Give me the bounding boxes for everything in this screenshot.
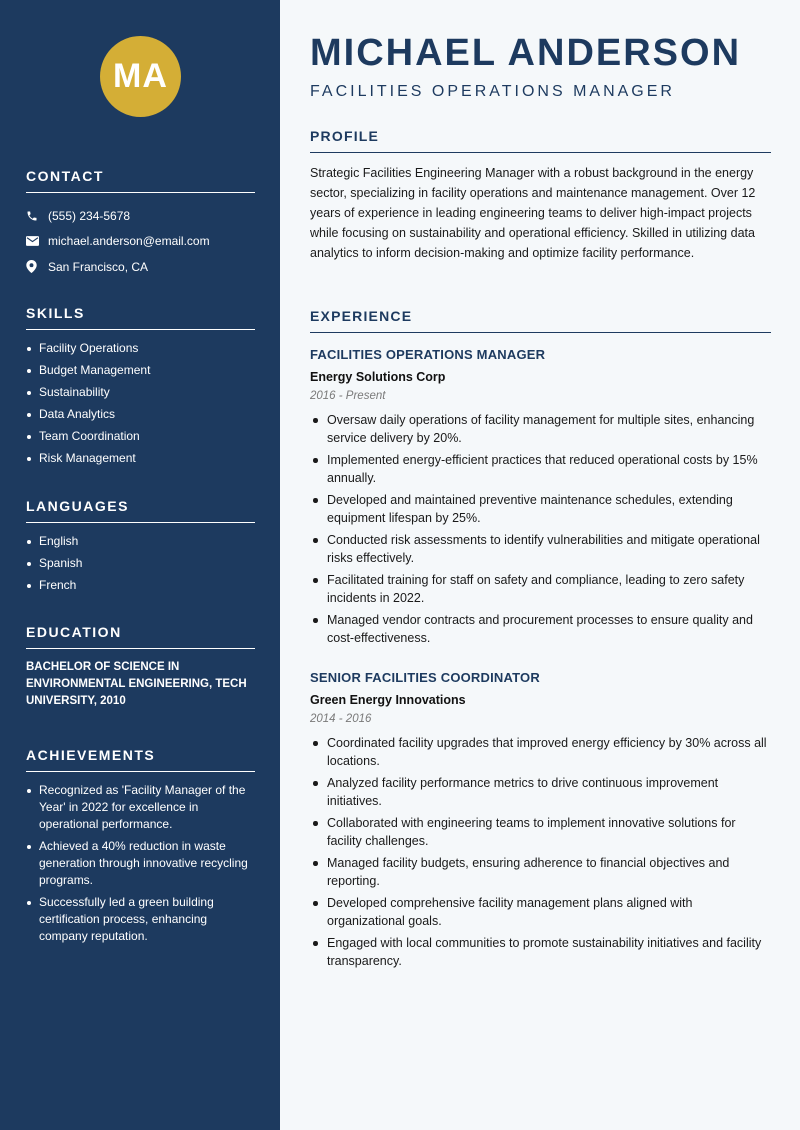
job-company: Energy Solutions Corp [310,370,446,384]
skills-section [26,305,255,472]
location-text: San Francisco, CA [48,259,149,274]
skills-list [26,340,255,467]
list-item: Engaged with local communities to promote sustainability initiatives and facility transparency. [310,934,771,970]
achievements-list [26,782,255,945]
job-bullets [310,734,771,970]
languages-list [26,533,255,594]
phone-text: (555) 234-5678 [48,208,131,223]
job-company: Green Energy Innovations [310,693,466,707]
profile-section [310,128,771,263]
list-item: Sustainability [26,384,255,401]
education-section [26,624,255,710]
achievements-section [26,747,255,950]
list-item: Spanish [26,555,255,572]
list-item: Recognized as 'Facility Manager of the Year' in 2022 for excellence in operational performance. [26,782,255,833]
list-item: Achieved a 40% reduction in waste generation through innovative recycling programs. [26,838,255,889]
job-title: FACILITIES OPERATIONS MANAGER [310,347,546,362]
list-item: Team Coordination [26,428,255,445]
location-pin-icon [26,260,48,273]
languages-heading: LANGUAGES [26,498,255,523]
job-title-header: FACILITIES OPERATIONS MANAGER [310,83,675,100]
job-dates: 2014 - 2016 [310,713,372,725]
list-item: French [26,577,255,594]
list-item: Developed and maintained preventive maintenance schedules, extending equipment lifespan by 25%. [310,491,771,527]
phone-icon [26,210,48,222]
sidebar [0,0,280,1130]
list-item: Analyzed facility performance metrics to drive continuous improvement initiatives. [310,774,771,810]
list-item: Managed vendor contracts and procurement processes to ensure quality and cost-effectiveness. [310,611,771,647]
profile-heading: PROFILE [310,128,771,153]
list-item: Implemented energy-efficient practices that reduced operational costs by 15% annually. [310,451,771,487]
list-item: Facilitated training for staff on safety and compliance, leading to zero safety incidents in 2022. [310,571,771,607]
list-item: Facility Operations [26,340,255,357]
avatar: MA [100,36,181,117]
list-item: Conducted risk assessments to identify vulnerabilities and mitigate operational risks effectively. [310,531,771,567]
contact-phone [26,203,255,229]
contact-heading: CONTACT [26,168,255,193]
contact-list [26,203,255,280]
email-icon [26,236,48,246]
list-item: Successfully led a green building certification process, enhancing company reputation. [26,894,255,945]
contact-email [26,229,255,255]
list-item: Coordinated facility upgrades that improved energy efficiency by 30% across all locations. [310,734,771,770]
experience-heading: EXPERIENCE [310,308,771,333]
job-title: SENIOR FACILITIES COORDINATOR [310,670,540,685]
email-text: michael.anderson@email.com [48,234,210,249]
list-item: Developed comprehensive facility management plans aligned with organizational goals. [310,894,771,930]
list-item: Collaborated with engineering teams to implement innovative solutions for facility challenges. [310,814,771,850]
job-entry [310,670,771,974]
contact-section [26,168,255,280]
skills-heading: SKILLS [26,305,255,330]
contact-location [26,254,255,280]
education-degree: BACHELOR OF SCIENCE IN ENVIRONMENTAL ENGINEERING, TECH UNIVERSITY, 2010 [26,661,247,707]
experience-section [310,308,771,333]
job-entry [310,347,771,651]
education-heading: EDUCATION [26,624,255,649]
list-item: Data Analytics [26,406,255,423]
candidate-name: MICHAEL ANDERSON [310,32,742,74]
list-item: Oversaw daily operations of facility management for multiple sites, enhancing service delivery by 20%. [310,411,771,447]
profile-text: Strategic Facilities Engineering Manager with a robust background in the energy sector, specializing in facility operations and maintenance management. Over 12 years of experience in leading engineering teams to deliver high-impact projects while focusing on sustainability and operational efficiency. Skilled in utilizing data analytics to inform decision-making and optimize facility performance. [310,166,756,260]
languages-section [26,498,255,599]
achievements-heading: ACHIEVEMENTS [26,747,255,772]
job-bullets [310,411,771,647]
job-dates: 2016 - Present [310,390,386,402]
list-item: Risk Management [26,450,255,467]
list-item: Budget Management [26,362,255,379]
list-item: English [26,533,255,550]
list-item: Managed facility budgets, ensuring adherence to financial objectives and reporting. [310,854,771,890]
